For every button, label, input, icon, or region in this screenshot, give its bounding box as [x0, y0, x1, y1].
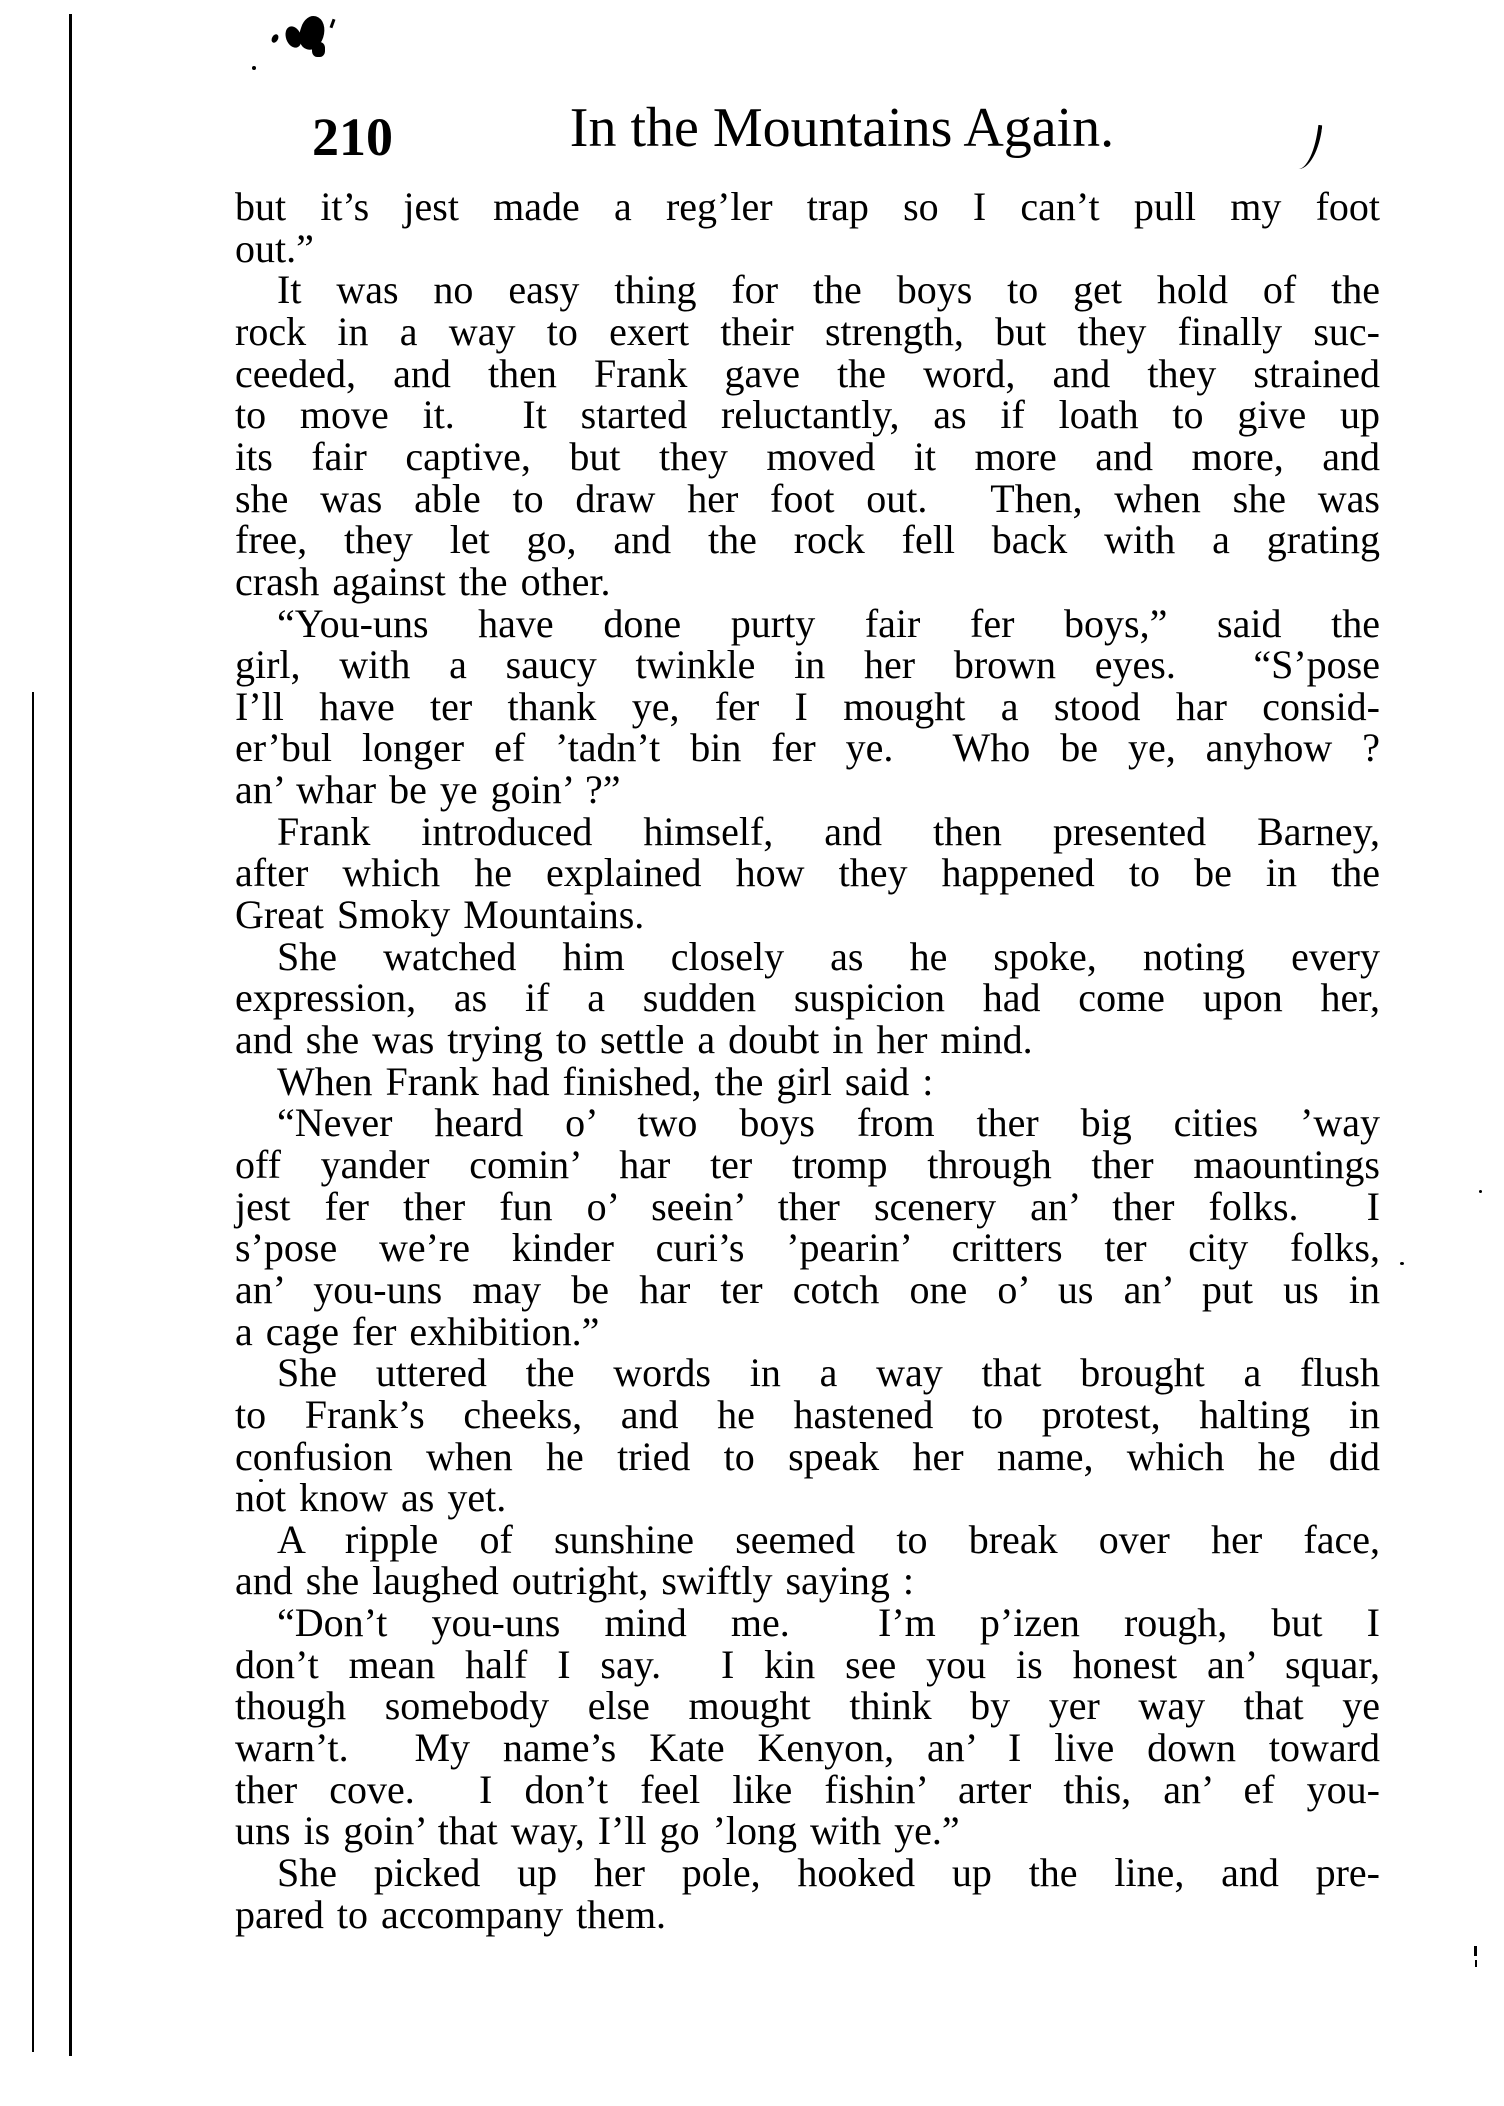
text-line: don’t mean half I say. I kin see you is honest an’ squar,	[235, 1641, 1380, 1687]
text-line: uns is goin’ that way, I’ll go ’long with ye.”	[235, 1808, 960, 1854]
text-line: girl, with a saucy twinkle in her brown eyes. “S’pose	[235, 642, 1380, 688]
text-line: A ripple of sunshine seemed to break over her face,	[277, 1516, 1380, 1562]
text-line: a cage fer exhibition.”	[235, 1308, 600, 1354]
page-number: 210	[312, 107, 393, 167]
text-line: “Don’t you-uns mind me. I’m p’izen rough, but I	[277, 1600, 1380, 1646]
text-line: She watched him closely as he spoke, noting every	[277, 933, 1380, 979]
text-line: jest fer ther fun o’ seein’ ther scenery an’ ther folks. I	[235, 1183, 1380, 1229]
text-line: not know as yet.	[235, 1475, 507, 1521]
text-line: “Never heard o’ two boys from ther big cities ’way	[277, 1100, 1380, 1146]
text-line: warn’t. My name’s Kate Kenyon, an’ I live down toward	[235, 1725, 1380, 1771]
text-line: expression, as if a sudden suspicion had come upon her,	[235, 975, 1380, 1021]
text-line: after which he explained how they happened to be in the	[235, 850, 1380, 896]
text-line: Great Smoky Mountains.	[235, 892, 645, 938]
text-line: out.”	[235, 225, 314, 271]
text-line: and she laughed outright, swiftly saying :	[235, 1558, 915, 1604]
text-line: ceeded, and then Frank gave the word, and they strained	[235, 350, 1380, 396]
text-line: an’ you-uns may be har ter cotch one o’ us an’ put us in	[235, 1266, 1380, 1312]
text-line: “You-uns have done purty fair fer boys,” said the	[277, 600, 1380, 646]
text-line: free, they let go, and the rock fell back with a grating	[235, 517, 1380, 563]
text-line: its fair captive, but they moved it more and more, and	[235, 433, 1380, 479]
text-line: ther cove. I don’t feel like fishin’ arter this, an’ ef you-	[235, 1766, 1380, 1812]
text-line: off yander comin’ har ter tromp through ther maountings	[235, 1141, 1380, 1187]
text-line: I’ll have ter thank ye, fer I mought a stood har consid-	[235, 683, 1380, 729]
text-line: to move it. It started reluctantly, as if loath to give up	[235, 392, 1380, 438]
text-line: s’pose we’re kinder curi’s ’pearin’ critters ter city folks,	[235, 1225, 1380, 1271]
text-line: When Frank had finished, the girl said :	[277, 1058, 934, 1104]
text-line: an’ whar be ye goin’ ?”	[235, 767, 621, 813]
text-line: She picked up her pole, hooked up the line, and pre-	[277, 1850, 1380, 1895]
text-line: but it’s jest made a reg’ler trap so I can’t pull my foot	[235, 184, 1380, 229]
running-title: In the Mountains Again.	[569, 97, 1115, 159]
text-line: er’bul longer ef ’tadn’t bin fer ye. Who be ye, anyhow ?	[235, 725, 1380, 771]
text-line: It was no easy thing for the boys to get hold of the	[277, 267, 1380, 313]
text-line: crash against the other.	[235, 558, 611, 604]
text-line: confusion when he tried to speak her name, which he did	[235, 1433, 1380, 1479]
text-line: She uttered the words in a way that brought a flush	[277, 1350, 1380, 1396]
text-line: Frank introduced himself, and then presented Barney,	[277, 808, 1380, 854]
text-line: rock in a way to exert their strength, but they finally suc-	[235, 308, 1380, 354]
text-line: though somebody else mought think by yer way that ye	[235, 1683, 1380, 1729]
text-line: and she was trying to settle a doubt in her mind.	[235, 1017, 1033, 1062]
text-line: pared to accompany them.	[235, 1891, 667, 1937]
text-line: she was able to draw her foot out. Then, when she was	[235, 475, 1380, 521]
text-line: to Frank’s cheeks, and he hastened to protest, halting in	[235, 1391, 1380, 1437]
